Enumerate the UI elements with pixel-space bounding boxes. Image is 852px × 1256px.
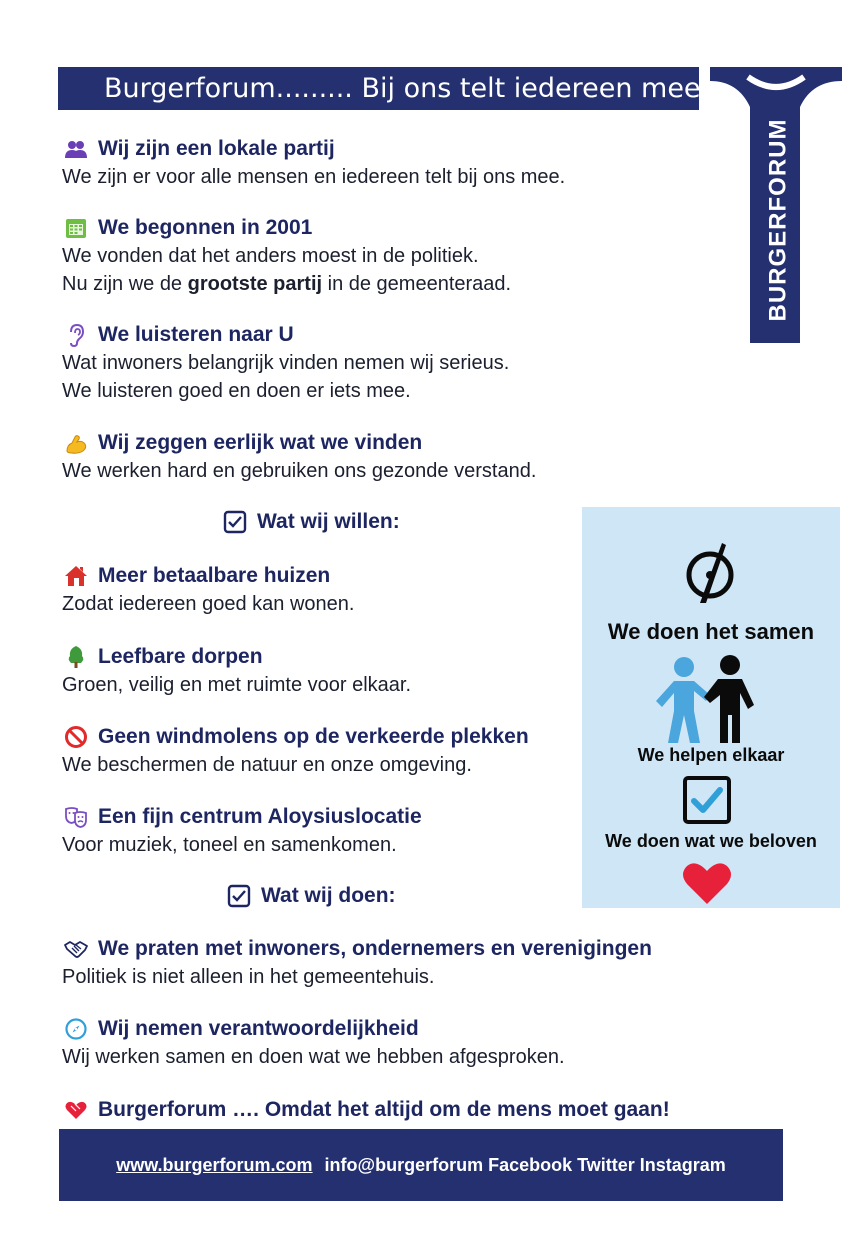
wants-heading: Wat wij willen: bbox=[221, 508, 400, 536]
closing-line bbox=[62, 1096, 762, 1124]
footer bbox=[59, 1129, 783, 1201]
section-listen bbox=[62, 321, 762, 405]
panel-line-together: We doen het samen bbox=[607, 619, 815, 644]
handshake-icon bbox=[62, 935, 90, 963]
want-item-villages bbox=[62, 643, 572, 699]
section-body: We vonden dat het anders moest in de politiek. bbox=[62, 245, 479, 267]
want-item-housing bbox=[62, 562, 572, 618]
theater-masks-icon bbox=[62, 803, 90, 831]
contact-links[interactable]: info@burgerforum Facebook Twitter Instagram bbox=[324, 1154, 726, 1175]
ear-icon bbox=[62, 321, 90, 349]
checkbox-icon bbox=[225, 882, 253, 910]
calendar-icon bbox=[62, 214, 90, 242]
section-body: Voor muziek, toneel en samenkomen. bbox=[62, 834, 397, 856]
logo-wordmark: BURGERFORUM bbox=[764, 118, 791, 322]
section-local-party bbox=[62, 135, 762, 191]
want-item-centre bbox=[62, 803, 572, 859]
heart-icon bbox=[62, 1096, 90, 1124]
section-title: Een fijn centrum Aloysiuslocatie bbox=[98, 805, 422, 828]
section-body: We werken hard en gebruiken ons gezonde verstand. bbox=[62, 460, 537, 482]
helping-people-icon bbox=[654, 653, 758, 745]
section-body: We beschermen de natuur en onze omgeving. bbox=[62, 754, 472, 776]
compass-icon bbox=[62, 1015, 90, 1043]
section-body: We luisteren goed en doen er iets mee. bbox=[62, 380, 411, 402]
section-title: We praten met inwoners, ondernemers en verenigingen bbox=[98, 937, 652, 960]
section-title: Geen windmolens op de verkeerde plekken bbox=[98, 725, 529, 748]
section-honest bbox=[62, 429, 762, 485]
section-body-line2: Nu zijn we de grootste partij in de gemeenteraad. bbox=[62, 273, 512, 295]
section-title: Wij zijn een lokale partij bbox=[98, 137, 335, 160]
panel-line-help: We helpen elkaar bbox=[637, 745, 785, 765]
do-item-responsibility bbox=[62, 1015, 762, 1071]
no-entry-icon bbox=[62, 723, 90, 751]
section-body: Wat inwoners belangrijk vinden nemen wij serieus. bbox=[62, 352, 510, 374]
section-body: Groen, veilig en met ruimte voor elkaar. bbox=[62, 674, 412, 696]
section-body: Wij werken samen en doen wat we hebben afgesproken. bbox=[62, 1046, 565, 1068]
page-title: Burgerforum......... Bij ons telt iedereen mee bbox=[58, 67, 699, 110]
panel-line-promise: We doen wat we beloven bbox=[605, 831, 817, 851]
section-title: Wij zeggen eerlijk wat we vinden bbox=[98, 431, 423, 454]
heart-icon bbox=[682, 861, 732, 905]
section-started-2001 bbox=[62, 214, 762, 298]
section-body: Zodat iedereen goed kan wonen. bbox=[62, 593, 355, 615]
does-heading: Wat wij doen: bbox=[225, 882, 396, 910]
checkbox-icon bbox=[682, 775, 732, 825]
section-body: Politiek is niet alleen in het gemeentehuis. bbox=[62, 966, 435, 988]
section-title: We luisteren naar U bbox=[98, 323, 294, 346]
flexed-arm-icon bbox=[62, 429, 90, 457]
website-link[interactable]: www.burgerforum.com bbox=[116, 1154, 313, 1175]
section-title: Wij nemen verantwoordelijkheid bbox=[98, 1017, 419, 1040]
house-icon bbox=[62, 562, 90, 590]
section-title: Meer betaalbare huizen bbox=[98, 564, 331, 587]
checkbox-icon bbox=[221, 508, 249, 536]
tree-icon bbox=[62, 643, 90, 671]
people-icon bbox=[62, 135, 90, 163]
emphasis: grootste partij bbox=[187, 273, 323, 295]
compass-icon bbox=[682, 539, 738, 607]
do-item-talk bbox=[62, 935, 762, 991]
values-panel bbox=[582, 507, 840, 908]
section-title: We begonnen in 2001 bbox=[98, 216, 313, 239]
section-body: We zijn er voor alle mensen en iedereen telt bij ons mee. bbox=[62, 166, 566, 188]
closing-text: Burgerforum …. Omdat het altijd om de mens moet gaan! bbox=[98, 1098, 670, 1121]
section-title: Leefbare dorpen bbox=[98, 645, 263, 668]
want-item-windmills bbox=[62, 723, 572, 779]
